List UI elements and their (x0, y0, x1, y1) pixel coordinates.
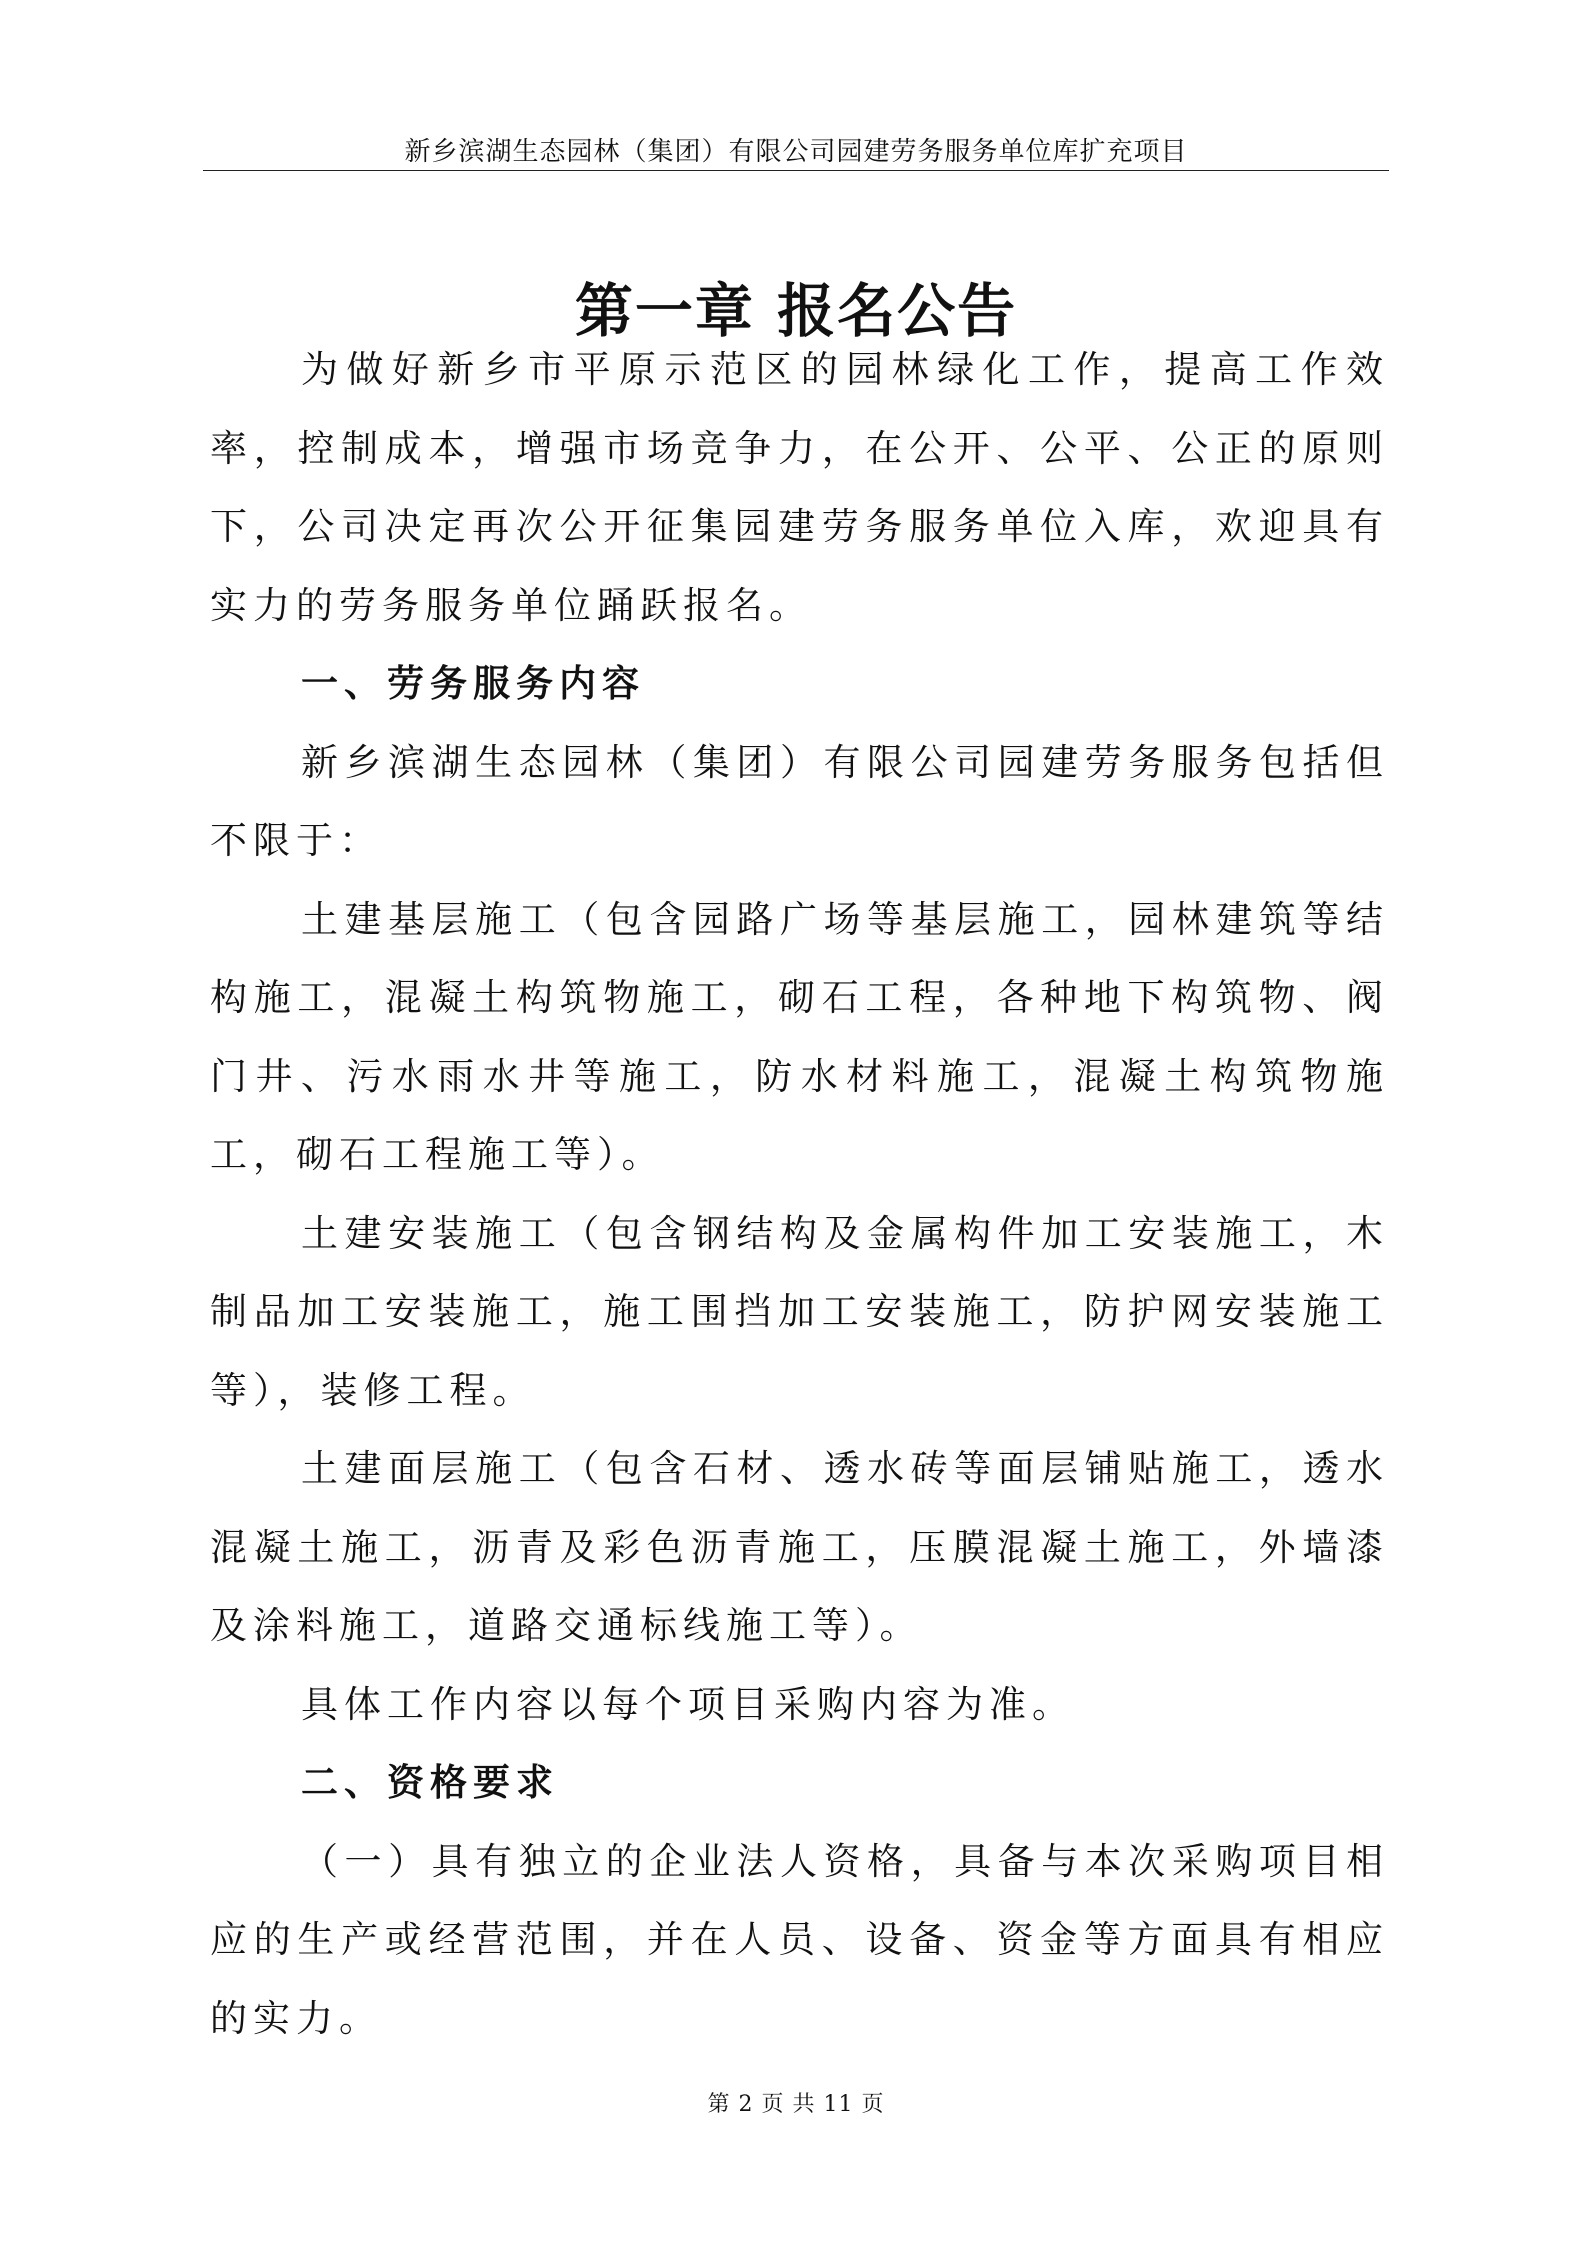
section-heading-service-content: 一、劳务服务内容 (301, 662, 645, 705)
civil-installation-paragraph: 土建安装施工（包含钢结构及金属构件加工安装施工，木制品加工安装施工，施工围挡加工安装施工，防护网安装施工等），装修工程。 (210, 1211, 1389, 1412)
running-header: 新乡滨湖生态园林（集团）有限公司园建劳务服务单位库扩充项目 (404, 137, 1188, 167)
civil-base-construction-paragraph: 土建基层施工（包含园路广场等基层施工，园林建筑等结构施工，混凝土构筑物施工，砌石工程，各种地下构筑物、阀门井、污水雨水井等施工，防水材料施工，混凝土构筑物施工，砌石工程施工等）。 (210, 897, 1389, 1176)
qualification-item-1-paragraph: （一）具有独立的企业法人资格，具备与本次采购项目相应的生产或经营范围，并在人员、设备、资金等方面具有相应的实力。 (210, 1839, 1389, 2040)
document-body (203, 331, 1389, 2058)
section-heading-qualification: 二、资格要求 (301, 1761, 559, 1804)
service-scope-paragraph: 新乡滨湖生态园林（集团）有限公司园建劳务服务包括但不限于： (210, 740, 1389, 862)
intro-paragraph: 为做好新乡市平原示范区的园林绿化工作，提高工作效率，控制成本，增强市场竞争力，在公开、公平、公正的原则下，公司决定再次公开征集园建劳务服务单位入库，欢迎具有实力的劳务服务单位踊跃报名。 (210, 348, 1389, 627)
work-content-note-paragraph: 具体工作内容以每个项目采购内容为准。 (301, 1682, 1075, 1726)
civil-surface-construction-paragraph: 土建面层施工（包含石材、透水砖等面层铺贴施工，透水混凝土施工，沥青及彩色沥青施工，压膜混凝土施工，外墙漆及涂料施工，道路交通标线施工等）。 (210, 1447, 1389, 1647)
header-rule (203, 170, 1389, 171)
chapter-title: 第一章 报名公告 (574, 276, 1018, 345)
page-number-footer: 第 2 页 共 11 页 (707, 2092, 885, 2117)
